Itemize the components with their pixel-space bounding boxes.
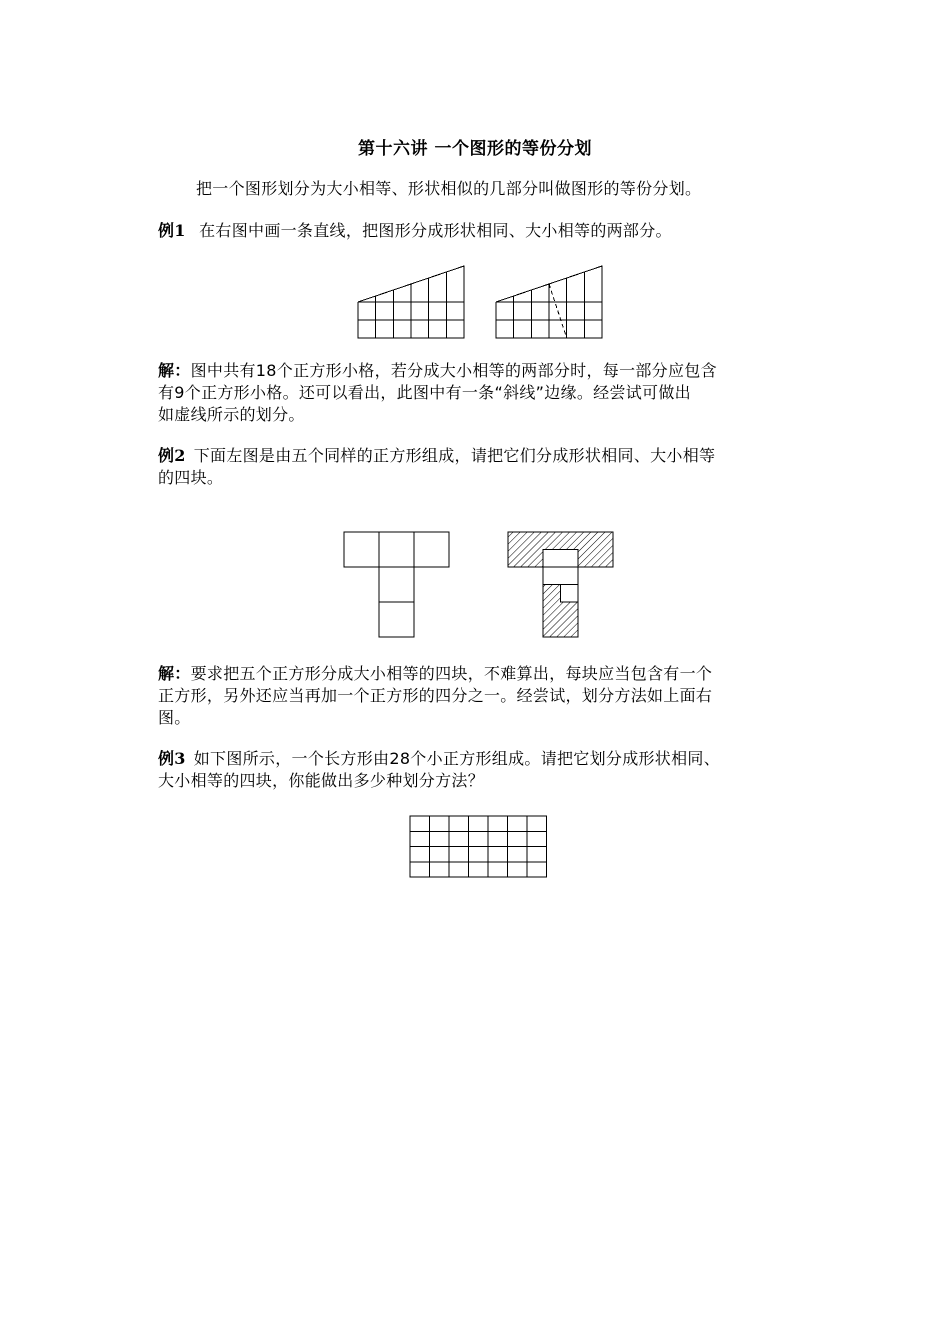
grid-cell: [430, 816, 450, 831]
solution-1: [158, 360, 717, 426]
solution-1-line-3: 如虚线所示的划分。: [158, 405, 305, 424]
grid-cell: [469, 847, 489, 862]
grid-cell: [410, 862, 430, 877]
example-1-left-figure: [358, 266, 464, 338]
grid-cell: [508, 862, 528, 877]
example-3-grid: [406, 812, 554, 882]
grid-cell: [449, 831, 469, 846]
grid-cell: [527, 816, 547, 831]
grid-cell: [410, 816, 430, 831]
solution-2: [158, 663, 712, 729]
solution-2-line-3: 图。: [158, 708, 191, 727]
example-2-line-1: 下面左图是由五个同样的正方形组成，请把它们分成形状相同、大小相等: [193, 446, 716, 465]
solution-1-line-2: 有9个正方形小格。还可以看出，此图中有一条“斜线”边缘。经尝试可做出: [158, 383, 691, 402]
solution-1-line-1: 图中共有18个正方形小格，若分成大小相等的两部分时，每一部分应包含: [190, 361, 717, 380]
example-1-right-figure: [496, 266, 602, 338]
grid-cell: [469, 816, 489, 831]
intro-paragraph: 把一个图形划分为大小相等、形状相似的几部分叫做图形的等份分划。: [196, 179, 702, 198]
grid-cell: [508, 816, 528, 831]
grid-cell: [488, 816, 508, 831]
grid-cell: [430, 847, 450, 862]
solution-1-label: 解：: [158, 361, 191, 380]
grid-cell: [527, 847, 547, 862]
grid-cell: [430, 862, 450, 877]
grid-cell: [449, 862, 469, 877]
grid-cell: [410, 847, 430, 862]
grid-cell: [488, 862, 508, 877]
grid-cell: [410, 831, 430, 846]
lecture-title: 第十六讲 一个图形的等份分划: [358, 139, 592, 159]
example-3-line-2: 大小相等的四块，你能做出多少种划分方法？: [158, 771, 485, 790]
example-1: [158, 220, 672, 242]
example-2-label: 例2: [158, 446, 186, 465]
grid-cell: [508, 847, 528, 862]
solution-2-label: 解：: [158, 664, 191, 683]
dashed-dividing-line: [549, 284, 567, 338]
grid-cell: [527, 862, 547, 877]
t-shape-left-figure: [344, 532, 449, 637]
grid-cell: [469, 862, 489, 877]
example-2-figures: [340, 528, 620, 643]
grid-cell: [527, 831, 547, 846]
grid-cell: [488, 847, 508, 862]
example-1-text: 在右图中画一条直线，把图形分成形状相同、大小相等的两部分。: [199, 221, 672, 240]
example-1-figures: [354, 262, 614, 342]
grid-cell: [488, 831, 508, 846]
example-3: [158, 748, 720, 792]
solution-2-line-1: 要求把五个正方形分成大小相等的四块，不难算出，每块应当包含有一个: [190, 664, 713, 683]
example-2-line-2: 的四块。: [158, 468, 224, 487]
example-2: [158, 445, 715, 489]
grid-cell: [469, 831, 489, 846]
solution-2-line-2: 正方形，另外还应当再加一个正方形的四分之一。经尝试，划分方法如上面右: [158, 686, 713, 705]
grid-cell: [508, 831, 528, 846]
example-1-label: 例1: [158, 221, 186, 240]
example-3-line-1: 如下图所示，一个长方形由28个小正方形组成。请把它划分成形状相同、: [193, 749, 720, 768]
t-shape-divided-figure: [508, 532, 613, 637]
grid-cell: [449, 847, 469, 862]
grid-cell: [449, 816, 469, 831]
example-3-label: 例3: [158, 749, 186, 768]
grid-cell: [430, 831, 450, 846]
